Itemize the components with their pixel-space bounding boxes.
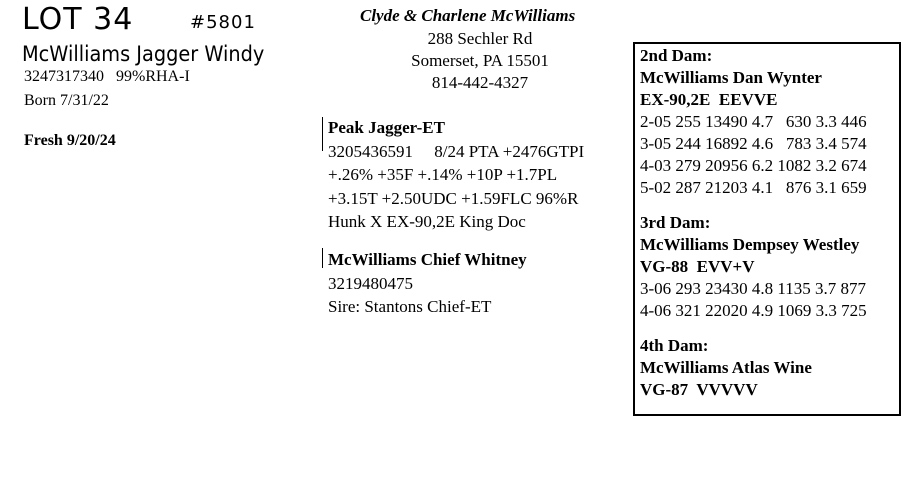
dam-name: McWilliams Chief Whitney [328,250,527,269]
record-line: 5-02 287 21203 4.1 876 3.1 659 [640,178,867,197]
fourth-dam-classification: VG-87 VVVVV [640,380,758,399]
sire-line: +3.15T +2.50UDC +1.59FLC 96%R [328,188,579,208]
record-line: 3-06 293 23430 4.8 1135 3.7 877 [640,279,867,298]
third-dam-name: McWilliams Dempsey Westley [640,235,860,254]
consignor-city: Somerset, PA 15501 [411,51,549,70]
fourth-dam-heading: 4th Dam: [640,336,709,355]
consignor-street: 288 Sechler Rd [427,29,533,48]
dam-line: 3219480475 [328,273,413,293]
fresh-date: Fresh 9/20/24 [24,132,116,149]
sire-line: Hunk X EX-90,2E King Doc [328,212,526,231]
record-line: 2-05 255 13490 4.7 630 3.3 446 [640,112,867,131]
second-dam-heading: 2nd Dam: [640,46,713,65]
third-dam-heading: 3rd Dam: [640,213,711,232]
third-dam-section [640,212,899,322]
dam-info [328,248,527,319]
sire-divider [322,117,323,151]
dam-line: Sire: Stantons Chief-ET [328,297,492,316]
cow-name: McWilliams Jagger Windy [22,42,265,66]
pedigree-box [633,42,901,416]
fourth-dam-name: McWilliams Atlas Wine [640,358,812,377]
record-line: 3-05 244 16892 4.6 783 3.4 574 [640,134,867,153]
dam-divider [322,248,323,268]
consignor-address [380,28,580,94]
record-line: 4-03 279 20956 6.2 1082 3.2 674 [640,156,867,175]
second-dam-classification: EX-90,2E EEVVE [640,90,778,109]
consignor-phone: 814-442-4327 [431,73,529,92]
sire-name: Peak Jagger-ET [328,118,445,137]
lot-number: #5801 [190,12,256,33]
sire-info [328,116,584,234]
sire-line: 3205436591 8/24 PTA +2476GTPI [328,141,585,161]
born-date: Born 7/31/22 [24,92,109,109]
fourth-dam-section [640,335,899,401]
second-dam-section [640,45,899,199]
registration-line: 3247317340 99%RHA-I [24,68,190,85]
consignor-name: Clyde & Charlene McWilliams [360,6,576,25]
record-line: 4-06 321 22020 4.9 1069 3.3 725 [640,301,867,320]
second-dam-name: McWilliams Dan Wynter [640,68,822,87]
third-dam-classification: VG-88 EVV+V [640,257,755,276]
lot-title: LOT 34 [22,2,134,37]
sire-line: +.26% +35F +.14% +10P +1.7PL [328,165,558,184]
